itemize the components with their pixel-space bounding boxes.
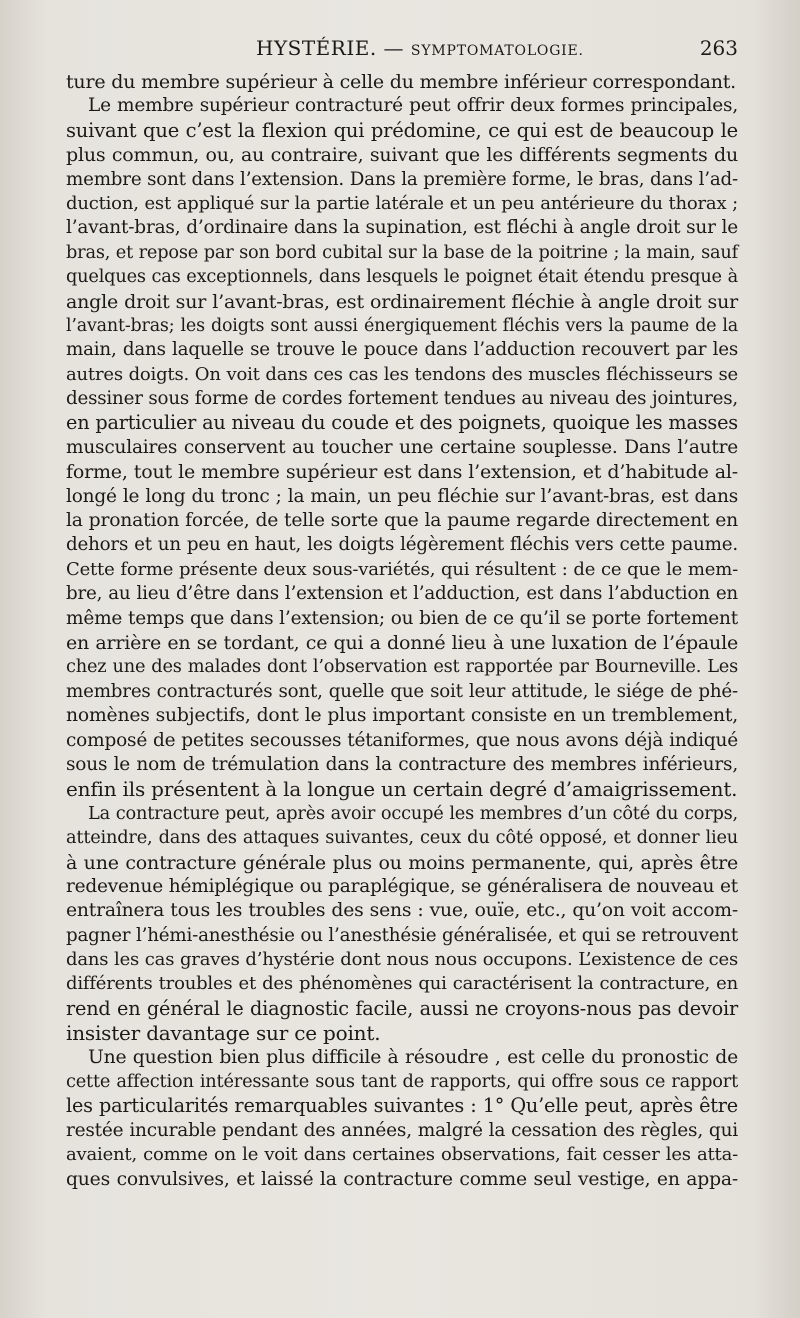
text-line: redevenue hémiplégique ou paraplégique, se généralisera de nouveau et <box>66 875 738 897</box>
text-line: angle droit sur l’avant-bras, est ordinairement fléchie à angle droit sur <box>66 290 738 313</box>
text-line: enfin ils présentent à la longue un certain degré d’amaigrissement. <box>66 777 738 802</box>
text-line: membre sont dans l’extension. Dans la première forme, le bras, dans l’ad- <box>66 168 738 190</box>
text-line: sous le nom de trémulation dans la contracture des membres inférieurs, <box>66 753 738 775</box>
text-line: forme, tout le membre supérieur est dans l’extension, et d’habitude al- <box>66 461 738 484</box>
text-line: même temps que dans l’extension; ou bien de ce qu’il se porte fortement <box>66 607 738 629</box>
running-title-main: HYSTÉRIE. — <box>256 36 411 60</box>
running-title <box>256 36 584 60</box>
text-line: main, dans laquelle se trouve le pouce dans l’adduction recouvert par les <box>66 339 738 361</box>
text-line: en particulier au niveau du coude et des poignets, quoique les masses <box>66 411 738 435</box>
text-line: les particularités remarquables suivantes : 1° Qu’elle peut, après être <box>66 1094 738 1118</box>
text-line: duction, est appliqué sur la partie latérale et un peu antérieure du thorax ; <box>66 192 738 214</box>
text-line: dessiner sous forme de cordes fortement tendues au niveau des jointures, <box>66 388 738 410</box>
text-line: l’avant-bras, d’ordinaire dans la supination, est fléchi à angle droit sur le <box>66 217 738 239</box>
text-line: membres contracturés sont, quelle que soit leur attitude, le siége de phé- <box>66 680 738 702</box>
text-line: autres doigts. On voit dans ces cas les tendons des muscles fléchisseurs se <box>66 363 738 385</box>
text-line: atteindre, dans des attaques suivantes, ceux du côté opposé, et donner lieu <box>66 828 738 849</box>
text-line: nomènes subjectifs, dont le plus important consiste en un tremblement, <box>66 705 738 727</box>
page-number: 263 <box>699 36 738 60</box>
text-line: musculaires conservent au toucher une certaine souplesse. Dans l’autre <box>66 436 738 458</box>
text-line: entraînera tous les troubles des sens : vue, ouïe, etc., qu’on voit accom- <box>66 900 738 922</box>
text-line: ture du membre supérieur à celle du membre inférieur correspondant. <box>66 71 737 93</box>
text-line: composé de petites secousses tétaniformes, que nous avons déjà indiqué <box>66 729 738 751</box>
text-line: ques convulsives, et laissé la contracture comme seul vestige, en appa- <box>66 1168 738 1190</box>
text-line: dans les cas graves d’hystérie dont nous nous occupons. L’existence de ces <box>66 949 738 971</box>
text-line: pagner l’hémi-anesthésie ou l’anesthésie généralisée, et qui se retrouvent <box>66 924 738 946</box>
text-line: insister davantage sur ce point. <box>66 1021 381 1046</box>
text-line: en arrière en se tordant, ce qui a donné lieu à une luxation de l’épaule <box>66 631 738 654</box>
text-line: cette affection intéressante sous tant de rapports, qui offre sous ce rapport <box>66 1072 738 1093</box>
text-line: quelques cas exceptionnels, dans lesquels le poignet était étendu presque à <box>66 267 738 288</box>
text-line: La contracture peut, après avoir occupé les membres d’un côté du corps, <box>88 803 738 824</box>
text-line: dehors et un peu en haut, les doigts légèrement fléchis vers cette paume. <box>66 534 738 556</box>
text-line: avaient, comme on le voit dans certaines observations, fait cesser les atta- <box>66 1144 738 1166</box>
running-header <box>66 34 738 64</box>
text-line: Cette forme présente deux sous-variétés, qui résultent : de ce que le mem- <box>66 558 738 580</box>
text-line: suivant que c’est la flexion qui prédomine, ce qui est de beaucoup le <box>66 118 738 142</box>
text-line: la pronation forcée, de telle sorte que la paume regarde directement en <box>66 510 738 532</box>
text-line: Une question bien plus difficile à résoudre , est celle du pronostic de <box>88 1046 738 1068</box>
text-line: à une contracture générale plus ou moins permanente, qui, après être <box>66 851 738 874</box>
body-text <box>66 70 738 1192</box>
text-line: rend en général le diagnostic facile, aussi ne croyons-nous pas devoir <box>66 996 738 1020</box>
text-line: l’avant-bras; les doigts sont aussi énergiquement fléchis vers la paume de la <box>66 315 738 336</box>
text-line: bras, et repose par son bord cubital sur la base de la poitrine ; la main, sauf <box>66 242 738 263</box>
text-line: chez une des malades dont l’observation est rapportée par Bourneville. Les <box>66 657 738 678</box>
running-subtitle: SYMPTOMATOLOGIE. <box>410 43 584 59</box>
text-line: différents troubles et des phénomènes qui caractérisent la contracture, en <box>66 973 738 995</box>
text-line: bre, au lieu d’être dans l’extension et l’adduction, est dans l’abduction en <box>66 583 738 605</box>
text-line: longé le long du tronc ; la main, un peu fléchie sur l’avant-bras, est dans <box>66 485 738 507</box>
text-line: Le membre supérieur contracturé peut offrir deux formes principales, <box>88 95 738 117</box>
text-line: restée incurable pendant des années, malgré la cessation des règles, qui <box>66 1119 738 1141</box>
text-line: plus commun, ou, au contraire, suivant que les différents segments du <box>66 144 738 167</box>
